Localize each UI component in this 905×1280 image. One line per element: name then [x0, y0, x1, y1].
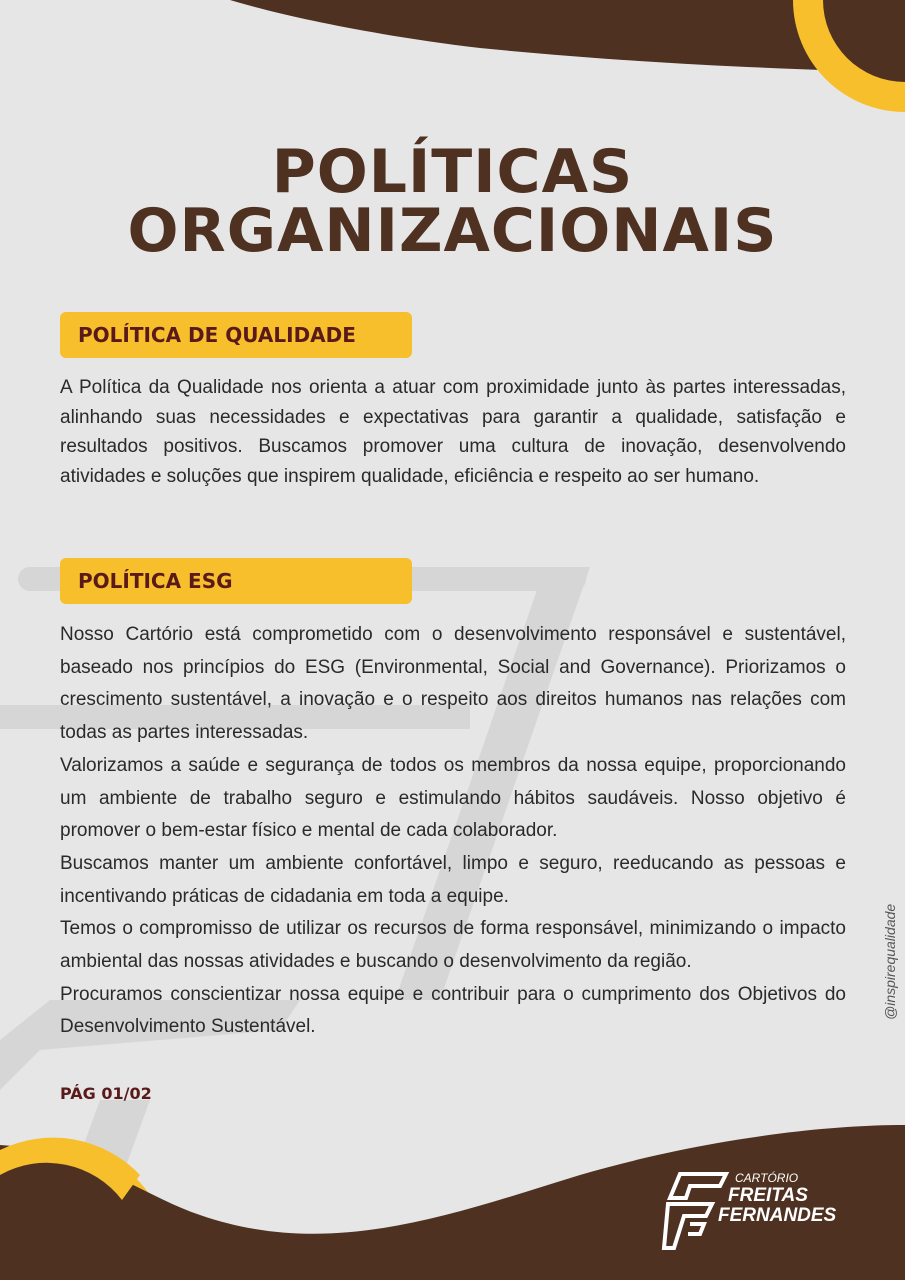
social-handle: @inspirequalidade — [882, 903, 898, 1020]
esg-paragraph: Valorizamos a saúde e segurança de todos os membros da nossa equipe, proporcionando um ambiente de trabalho seguro e estimulando hábitos saudáveis. Nosso objetivo é promover o bem-estar físico e mental de cada colaborador. — [60, 754, 846, 842]
esg-paragraph: Buscamos manter um ambiente confortável, limpo e seguro, reeducando as pessoas e incentivando práticas de cidadania em toda a equipe. — [60, 852, 846, 907]
section-heading-esg: POLÍTICA ESG — [60, 558, 412, 604]
company-logo — [660, 1168, 860, 1258]
logo-text-fernandes: FERNANDES — [718, 1205, 837, 1226]
esg-paragraph: Nosso Cartório está comprometido com o desenvolvimento responsável e sustentável, baseado nos princípios do ESG (Environmental, Social and Governance). Priorizamos o crescimento sustentável, a inovação e o respeito aos direitos humanos nas relações com todas as partes interessadas. — [60, 624, 846, 744]
logo-text-freitas: FREITAS — [728, 1185, 808, 1206]
page-title-line1: POLÍTICAS — [271, 137, 634, 207]
esg-text-block — [60, 619, 846, 1044]
esg-paragraph: Temos o compromisso de utilizar os recursos de forma responsável, minimizando o impacto ambiental das nossas atividades e buscando o desenvolvimento da região. — [60, 918, 846, 973]
esg-paragraph: Procuramos conscientizar nossa equipe e contribuir para o cumprimento dos Objetivos do Desenvolvimento Sustentável. — [60, 983, 846, 1038]
page-number: PÁG 01/02 — [60, 1084, 152, 1103]
page-title-line2: ORGANIZACIONAIS — [127, 196, 778, 266]
section-heading-quality: POLÍTICA DE QUALIDADE — [60, 312, 412, 358]
logo-text-cartorio: CARTÓRIO — [735, 1171, 799, 1185]
quality-paragraph: A Política da Qualidade nos orienta a atuar com proximidade junto às partes interessadas, alinhando suas necessidades e expectativas para garantir a qualidade, satisfação e resultados positivos. Buscamos promover uma cultura de inovação, desenvolvendo atividades e soluções que inspirem qualidade, eficiência e respeito ao ser humano. — [60, 377, 846, 487]
